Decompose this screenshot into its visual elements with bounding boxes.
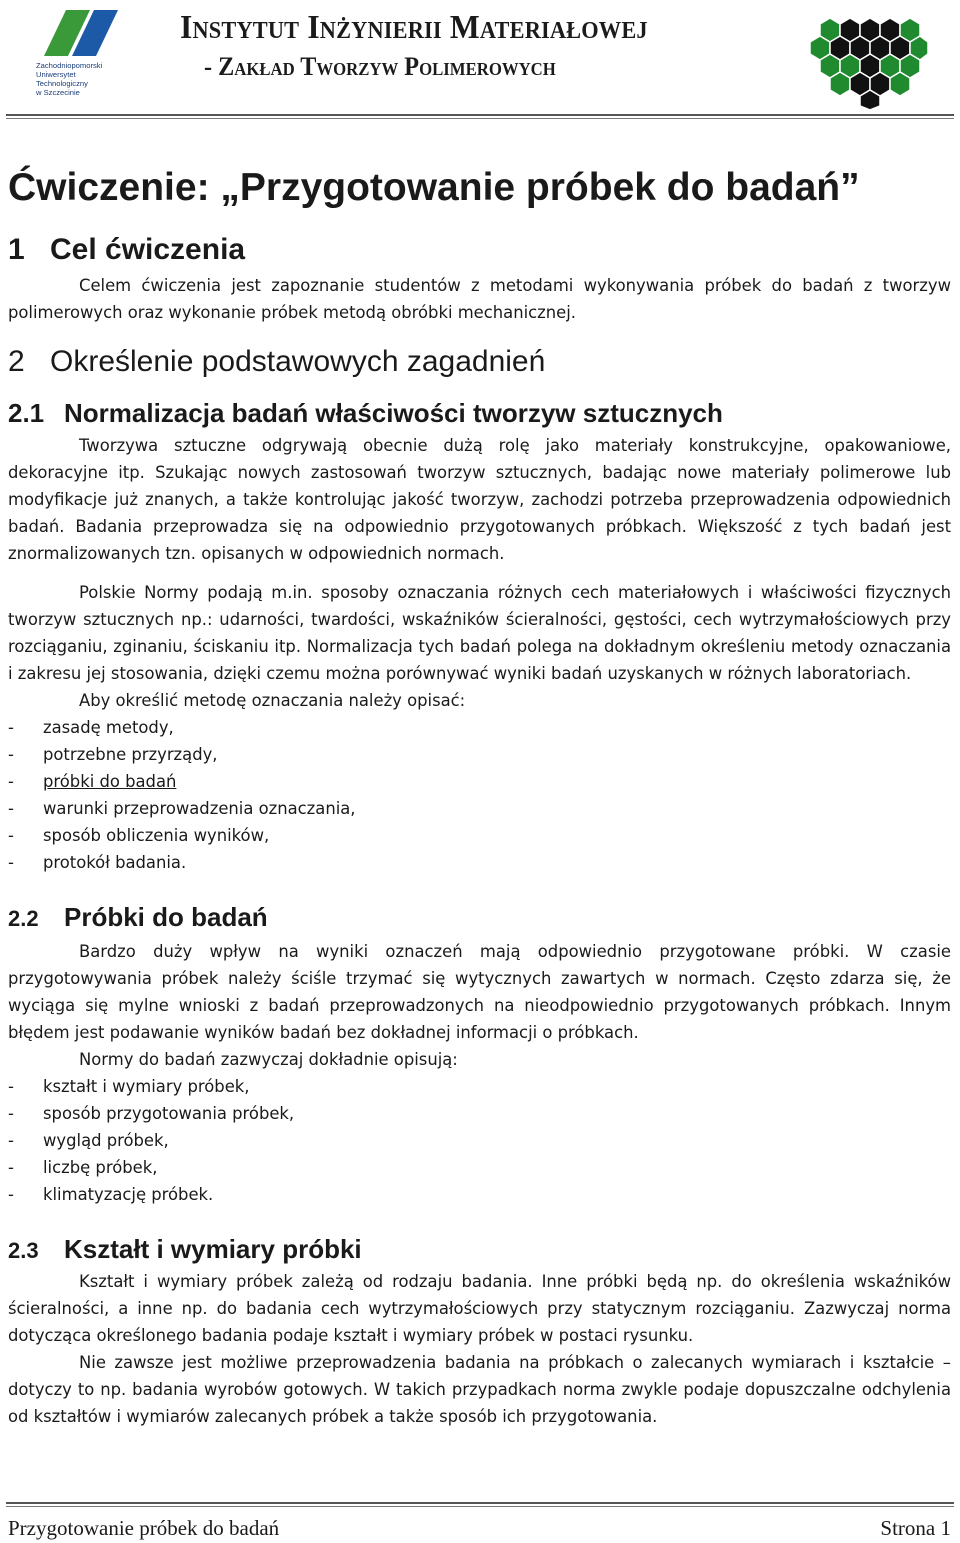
section-title: Cel ćwiczenia xyxy=(50,233,246,266)
subsection-title: Kształt i wymiary próbki xyxy=(64,1234,362,1264)
list-item-text: warunki przeprowadzenia oznaczania, xyxy=(43,799,356,818)
footer-document-name: Przygotowanie próbek do badań xyxy=(8,1516,280,1540)
department-name: - Zakład Tworzyw Polimerowych xyxy=(204,52,556,81)
subsection-title: Próbki do badań xyxy=(64,902,268,932)
list-item-text: potrzebne przyrządy, xyxy=(43,745,218,764)
institute-name: Instytut Inżynierii Materiałowej xyxy=(180,9,648,46)
list-item: - warunki przeprowadzenia oznaczania, xyxy=(8,799,356,818)
list-item: - kształt i wymiary próbek, xyxy=(8,1077,250,1096)
section-heading-2 xyxy=(8,342,951,382)
zut-logo xyxy=(36,6,136,106)
list-item-text: protokół badania. xyxy=(43,853,187,872)
list-item-text: sposób obliczenia wyników, xyxy=(43,826,270,845)
list-item-text: wygląd próbek, xyxy=(43,1131,169,1150)
paragraph: Celem ćwiczenia jest zapoznanie studentów z metodami wykonywania próbek do badań z tworzyw polimerowych oraz wykonanie próbek metodą obróbki mechanicznej. xyxy=(8,276,951,322)
hexagon-logo-icon xyxy=(808,6,928,110)
zut-logo-line: Technologiczny xyxy=(36,79,88,88)
document-title: Ćwiczenie: „Przygotowanie próbek do badań” xyxy=(8,166,860,209)
paragraph: Polskie Normy podają m.in. sposoby oznaczania różnych cech materiałowych i właściwości fizycznych tworzyw sztucznych np.: udarności, twardości, wskaźników ścieralności, gęstości, cech wytrzymałościowych przy rozciąganiu, zginaniu, ściskaniu itp. Normalizacja tych badań polega na dokładnym określeniu metody oznaczania i zakresu jej stosowania, dzięki czemu można porównywać wyniki badań uzyskanych w różnych laboratoriach. xyxy=(8,583,951,683)
zut-logo-line: w Szczecinie xyxy=(36,88,80,97)
document-body xyxy=(8,160,951,1430)
list-item-text: zasadę metody, xyxy=(43,718,174,737)
list-item-text: liczbę próbek, xyxy=(43,1158,158,1177)
list-item: - próbki do badań xyxy=(8,772,177,791)
list-item: - protokół badania. xyxy=(8,853,187,872)
section-heading-1 xyxy=(8,230,951,270)
paragraph: Aby określić metodę oznaczania należy opisać: xyxy=(79,691,466,710)
method-requirements-list xyxy=(8,714,951,876)
list-item: - sposób przygotowania próbek, xyxy=(8,1104,295,1123)
list-item-text: klimatyzację próbek. xyxy=(43,1185,214,1204)
section-number: 1 xyxy=(8,233,25,266)
zut-logo-line: Uniwersytet xyxy=(36,70,76,79)
paragraph: Kształt i wymiary próbek zależą od rodzaju badania. Inne próbki będą np. do określenia wskaźników ścieralności, a inne np. do badania cech wytrzymałościowych przy statycznym rozciąganiu. Zazwyczaj norma dotycząca określonego badania podaje kształt i wymiary próbek w postaci rysunku. xyxy=(8,1272,951,1345)
list-item-text: próbki do badań xyxy=(43,772,177,791)
list-item: - wygląd próbek, xyxy=(8,1131,169,1150)
paragraph: Nie zawsze jest możliwe przeprowadzenia badania na próbkach o zalecanych wymiarach i kształcie – dotyczy to np. badania wyrobów gotowych. W takich przypadkach norma zwykle podaje dopuszczalne odchylenia od kształtów i wymiarów zalecanych próbek a także sposób ich przygotowania. xyxy=(8,1353,951,1426)
header-divider xyxy=(6,114,954,116)
subsection-number: 2.3 xyxy=(8,1238,39,1263)
paragraph: Tworzywa sztuczne odgrywają obecnie dużą rolę jako materiały konstrukcyjne, opakowaniowe, dekoracyjne itp. Szukając nowych zastosowań tworzyw sztucznych, badając nowe materiały polimerowe lub modyfikacje już znanych, a także kontrolując jakość tworzyw, zachodzi potrzeba przeprowadzenia odpowiednich badań. Badania przeprowadza się na odpowiednio przygotowanych próbkach. Większość z tych badań jest znormalizowanych tzn. opisanych w odpowiednich normach. xyxy=(8,436,951,563)
header-divider-thin xyxy=(6,118,954,119)
subsection-number: 2.1 xyxy=(8,398,45,428)
section-number: 2 xyxy=(8,345,25,378)
zut-logo-icon xyxy=(36,6,136,60)
list-item-text: sposób przygotowania próbek, xyxy=(43,1104,295,1123)
list-item-text: kształt i wymiary próbek, xyxy=(43,1077,250,1096)
list-item: - zasadę metody, xyxy=(8,718,174,737)
subsection-heading-2-1 xyxy=(8,396,951,430)
footer-divider-thin xyxy=(6,1506,954,1507)
list-item: - klimatyzację próbek. xyxy=(8,1185,214,1204)
standards-list xyxy=(8,1073,951,1208)
page-number: Strona 1 xyxy=(880,1516,951,1540)
section-title: Określenie podstawowych zagadnień xyxy=(50,345,546,378)
list-item: - sposób obliczenia wyników, xyxy=(8,826,270,845)
zut-logo-label xyxy=(36,61,136,97)
subsection-number: 2.2 xyxy=(8,906,39,931)
page-header xyxy=(0,0,960,118)
footer-divider xyxy=(6,1502,954,1504)
list-item: - liczbę próbek, xyxy=(8,1158,158,1177)
list-item: - potrzebne przyrządy, xyxy=(8,745,218,764)
zut-logo-line: Zachodniopomorski xyxy=(36,61,103,70)
paragraph: Bardzo duży wpływ na wyniki oznaczeń mają odpowiednio przygotowane próbki. W czasie przygotowywania próbek należy ściśle trzymać się wytycznych zawartych w normach. Często zdarza się, że wyciąga się mylne wnioski z badań przeprowadzonych na nieodpowiednio przygotowanych próbkach. Innym błędem jest podawanie wyników badań bez dokładnej informacji o próbkach. xyxy=(8,942,951,1042)
paragraph: Normy do badań zazwyczaj dokładnie opisują: xyxy=(79,1050,458,1069)
subsection-heading-2-3 xyxy=(8,1232,951,1268)
institute-title xyxy=(180,6,800,84)
subsection-heading-2-2 xyxy=(8,900,951,936)
subsection-title: Normalizacja badań właściwości tworzyw sztucznych xyxy=(64,398,723,428)
